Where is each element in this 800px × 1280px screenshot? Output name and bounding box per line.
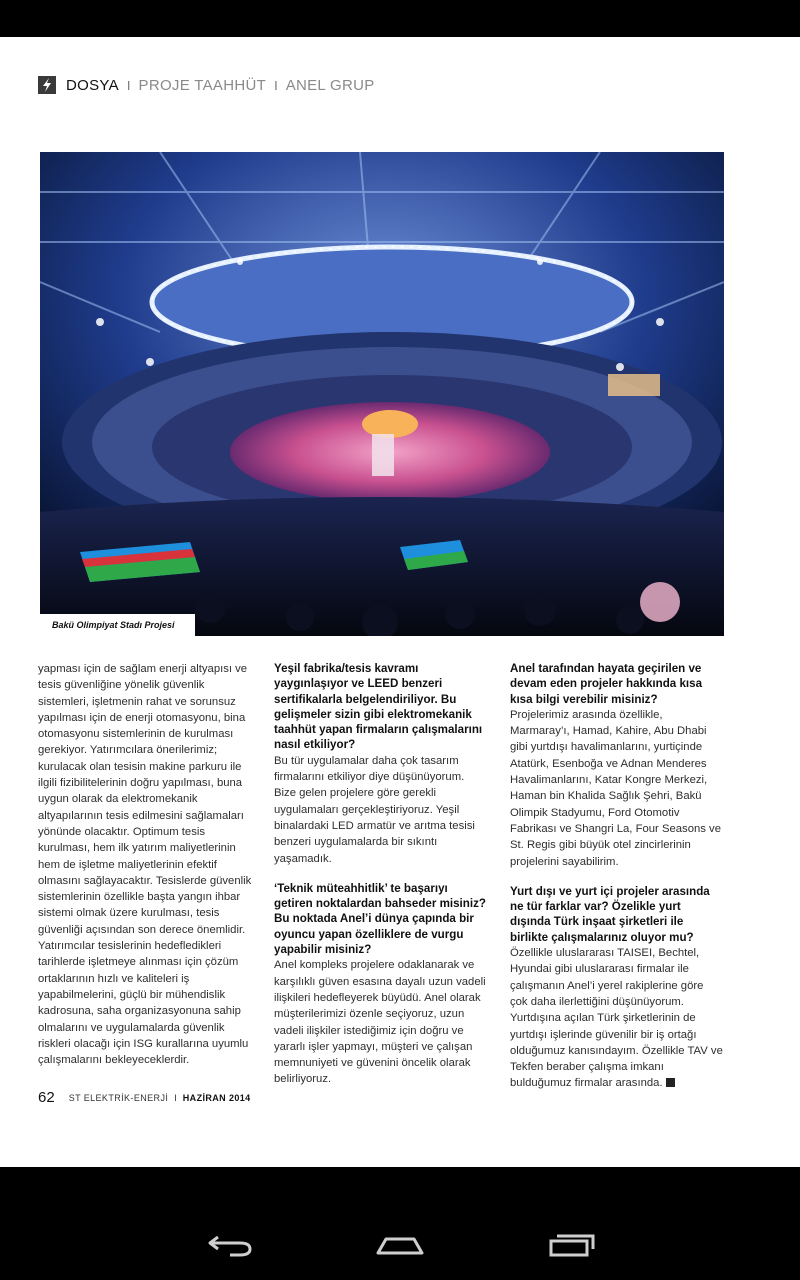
interview-question: Yeşil fabrika/tesis kavramı yaygınlaşıyor ve LEED benzeri sertifikalarla belgelendiriliyor. Bu gelişmeler sizin gibi elektromekanik taahhüt yapan firmaların çalışmalarını nasıl etkiliyor? bbox=[274, 662, 483, 752]
home-button[interactable] bbox=[370, 1223, 430, 1263]
article-end-icon bbox=[666, 1078, 675, 1087]
status-bar bbox=[0, 0, 800, 37]
section-label: DOSYA bbox=[66, 76, 119, 94]
photo-caption bbox=[40, 614, 195, 636]
android-nav-bar bbox=[0, 1167, 800, 1280]
recents-button[interactable] bbox=[541, 1223, 601, 1263]
page-footer bbox=[38, 1089, 251, 1106]
magazine-page bbox=[0, 37, 800, 1167]
interview-answer: Bu tür uygulamalar daha çok tasarım firmalarını etkiliyor diye düşünüyorum. Bize gelen projelere göre gerekli uygulamaları gerçekleştiriyoruz. Yeşil binalardaki LED armatür ve arıtma tesisi benzeri uygulamalarda bir sıkıntı yaşamadık. bbox=[274, 754, 475, 865]
home-icon bbox=[370, 1223, 430, 1263]
recents-icon bbox=[541, 1223, 601, 1263]
paragraph: yapması için de sağlam enerji altyapısı ve tesis güvenliğine yönelik güvenlik sistemleri, işletmenin rahat ve sorunsuz yapılması için de enerji otomasyonu, bina otomasyonu sistemlerinin de kurulması gerekiyor. Yatırımcılara önerilerimiz; kurulacak olan tesisin makine parkuru ile ilgili fizibilitelerinin doğru yapılması, buna uygun olarak da elektromekanik altyapılarının tesis edilmesini sağlamaları yönünde olacaktır. Optimum tesis kurulması, hem ilk yatırım maliyetlerinin hem de işletme maliyetlerinin efektif olmasını sağlayacaktır. Tesislerde güvenlik sistemlerinin özellikle başta yangın ihbar sistemi olmak üzere kurulması, tesis güvenliği açısından son derece önemlidir. bbox=[38, 663, 252, 936]
header-separator: I bbox=[274, 77, 278, 93]
stadium-illustration bbox=[40, 152, 724, 636]
text-column-2 bbox=[274, 661, 488, 1088]
answer-text: Özellikle uluslararası TAISEI, Bechtel, Hyundai gibi uluslararası firmalar ile çalışmanın Anel’i yerel rakiplerine göre çok daha ilerlettiğini düşünüyorum. Yurtdışına açılan Türk şirketlerinin de yurtdışı işlerinde güvenilir bir iş ortağı olduğumuz kanısındayım. Özellikle TAV ve Tekfen beraber çalışma imkanı bulduğumuz firmalar arasında. bbox=[510, 947, 723, 1090]
page-header bbox=[38, 75, 375, 95]
text-column-1 bbox=[38, 661, 252, 1068]
stadium-photo bbox=[40, 152, 724, 636]
publication-name: ST ELEKTRİK-ENERJİ bbox=[68, 1092, 169, 1103]
interview-answer bbox=[510, 945, 724, 1092]
interview-answer: Projelerimiz arasında özellikle, Marmaray’ı, Hamad, Kahire, Abu Dhabi gibi yurtdışı havalimanlarını, yurtiçinde Atatürk, Esenboğa ve Adnan Menderes Havalimanlarını, Katar Kongre Merkezi, Haman bin Khalida Sağlık Şehri, Bakü Olimpik Stadyumu, Ford Otomotiv Fabrikası ve Shangri La, Four Seasons ve St. Regis gibi büyük otel zincirlerinin projelerini sayabilirim. bbox=[510, 708, 721, 868]
interview-answer: Anel kompleks projelere odaklanarak ve karşılıklı güven esasına dayalı uzun vadeli ilişkileri hedefleyerek büyüdü. Anel olarak müşterilerimizi özenle seçiyoruz, uzun vadeli ilişkiler istediğimiz için doğru ve yararlı işler yapmayı, müşteri ve çalışan memnuniyeti ve güvenini öncelik olarak belirliyoruz. bbox=[274, 959, 486, 1086]
breadcrumb-category: PROJE TAAHHÜT bbox=[138, 76, 267, 94]
text-column-3 bbox=[510, 661, 724, 1092]
back-button[interactable] bbox=[200, 1223, 260, 1263]
issue-date: HAZİRAN 2014 bbox=[182, 1092, 251, 1103]
interview-question: ‘Teknik müteahhitlik’ te başarıyı getiren noktalardan bahseder misiniz? Bu noktada Anel’i dünya çapında bir oyuncu yapan özelliklere de vurgu yapabilir misiniz? bbox=[274, 881, 486, 957]
lightning-logo-icon bbox=[38, 76, 56, 94]
interview-question: Yurt dışı ve yurt içi projeler arasında ne tür farklar var? Özelikle yurt dışında Türk inşaat şirketleri ile birlikte çalışmalarınız oluyor mu? bbox=[510, 884, 710, 944]
interview-question: Anel tarafından hayata geçirilen ve devam eden projeler hakkında kısa kısa bilgi verebilir misiniz? bbox=[510, 662, 703, 706]
paragraph: Yatırımcılar tesislerinin hedefledikleri tarihlerde işletmeye alınması için çözüm ortaklarının hızlı ve kaliteleri iş yapabilmelerini, güçlü bir mühendislik kadrosuna, saha organizasyonuna sahip olmalarını ve uygulamalarda güvenlik riskleri olacağı için ISG kurallarına uyumlu çalışmalarını bekleyeceklerdir. bbox=[38, 940, 249, 1067]
back-arrow-icon bbox=[200, 1223, 260, 1263]
footer-separator: I bbox=[174, 1092, 177, 1103]
header-separator: I bbox=[126, 77, 131, 93]
caption-text: Bakü Olimpiyat Stadı Projesi bbox=[52, 620, 175, 630]
breadcrumb-company: ANEL GRUP bbox=[285, 76, 375, 94]
page-number: 62 bbox=[38, 1089, 55, 1106]
